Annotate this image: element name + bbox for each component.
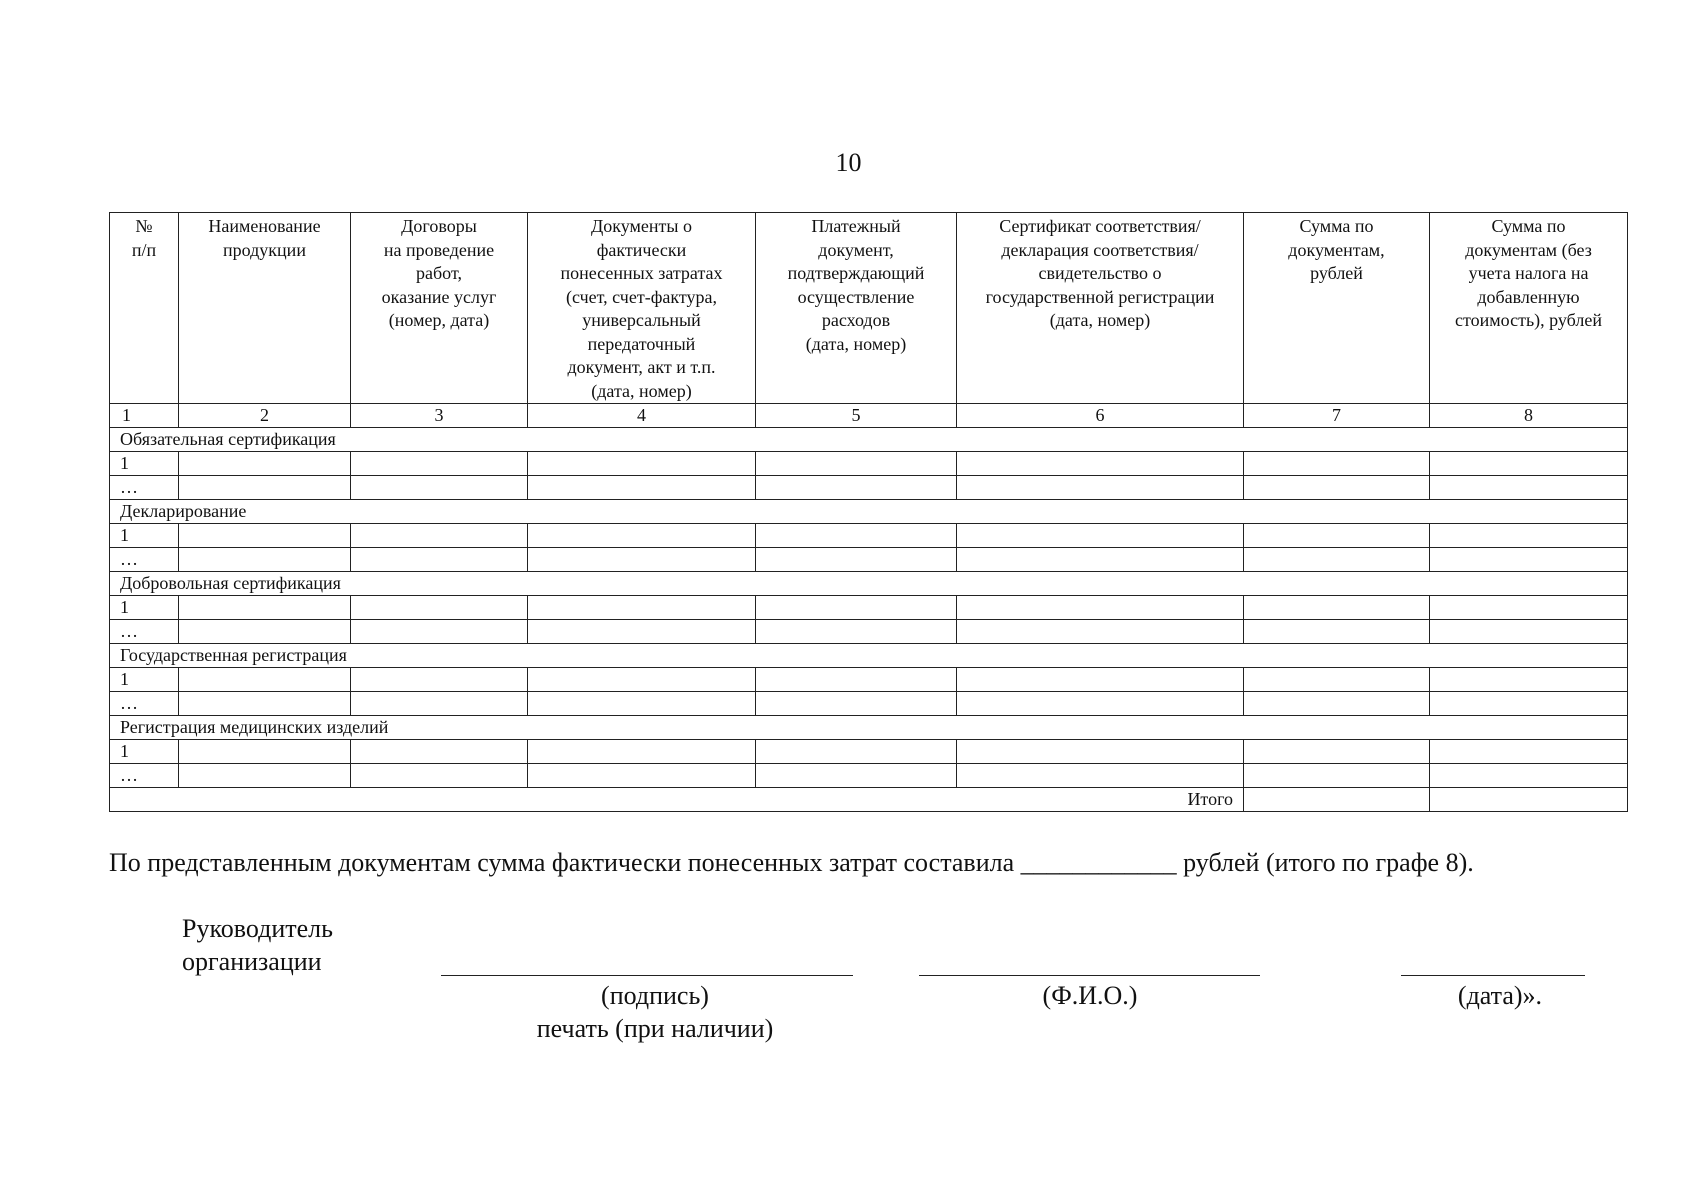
section-row bbox=[110, 644, 1628, 668]
table-cell bbox=[528, 620, 756, 644]
table-cell bbox=[351, 740, 528, 764]
column-header-line: Наименование bbox=[208, 216, 321, 236]
table-cell bbox=[179, 596, 351, 620]
table-cell bbox=[1244, 524, 1430, 548]
table-cell bbox=[351, 476, 528, 500]
total-cell-7 bbox=[1244, 788, 1430, 812]
page-number: 10 bbox=[835, 148, 862, 177]
table-row bbox=[110, 548, 1628, 572]
table-cell bbox=[179, 740, 351, 764]
table-cell bbox=[957, 692, 1244, 716]
table-cell bbox=[1244, 692, 1430, 716]
column-header-1 bbox=[110, 213, 179, 404]
row-number: 1 bbox=[110, 524, 179, 548]
table-cell bbox=[1430, 692, 1628, 716]
table-cell bbox=[756, 740, 957, 764]
table-cell bbox=[351, 548, 528, 572]
section-title: Декларирование bbox=[110, 500, 1628, 524]
table-cell bbox=[756, 476, 957, 500]
row-number: … bbox=[110, 476, 179, 500]
column-header-line: (счет, счет-фактура, bbox=[566, 286, 717, 307]
column-header-line: передаточный bbox=[587, 333, 696, 354]
table-cell bbox=[528, 548, 756, 572]
table-row bbox=[110, 668, 1628, 692]
column-header-line: (дата, номер) bbox=[1049, 310, 1151, 330]
table-cell bbox=[957, 452, 1244, 476]
column-header-line: № bbox=[135, 216, 153, 236]
table-cell bbox=[1244, 548, 1430, 572]
column-header-line: учета налога на bbox=[1468, 263, 1589, 283]
table-row bbox=[110, 524, 1628, 548]
name-line bbox=[919, 975, 1260, 976]
column-number-4: 4 bbox=[528, 404, 756, 428]
table-cell bbox=[1430, 524, 1628, 548]
summary-text-after: рублей (итого по графе 8). bbox=[1183, 848, 1474, 877]
signature-caption: (подпись) bbox=[601, 981, 709, 1010]
column-header-line: Платежный bbox=[811, 216, 901, 236]
table-cell bbox=[528, 764, 756, 788]
table-cell bbox=[957, 548, 1244, 572]
table-row bbox=[110, 596, 1628, 620]
column-header-line: п/п bbox=[131, 239, 157, 260]
column-number-6: 6 bbox=[957, 404, 1244, 428]
table-cell bbox=[351, 452, 528, 476]
table-cell bbox=[756, 620, 957, 644]
column-header-line: понесенных затратах bbox=[560, 263, 723, 283]
section-title: Регистрация медицинских изделий bbox=[110, 716, 1628, 740]
table-cell bbox=[351, 620, 528, 644]
table-row bbox=[110, 452, 1628, 476]
table-cell bbox=[528, 692, 756, 716]
column-header-line: государственной регистрации bbox=[985, 286, 1215, 307]
table-cell bbox=[179, 764, 351, 788]
column-header-line: Сертификат соответствия/ bbox=[999, 216, 1201, 236]
date-caption: (дата)». bbox=[1457, 981, 1543, 1010]
column-header-line: свидетельство о bbox=[1038, 263, 1162, 283]
column-number-2: 2 bbox=[179, 404, 351, 428]
header-row bbox=[110, 213, 1628, 404]
section-row bbox=[110, 428, 1628, 452]
column-header-2 bbox=[179, 213, 351, 404]
table-cell bbox=[351, 692, 528, 716]
column-header-line: Договоры bbox=[401, 216, 477, 236]
section-row bbox=[110, 716, 1628, 740]
row-number: 1 bbox=[110, 596, 179, 620]
signature-line bbox=[441, 975, 853, 976]
table-cell bbox=[756, 764, 957, 788]
column-header-6 bbox=[957, 213, 1244, 404]
table-cell bbox=[351, 764, 528, 788]
column-header-line: работ, bbox=[416, 263, 462, 283]
seal-caption: печать (при наличии) bbox=[536, 1014, 774, 1043]
column-number-1: 1 bbox=[110, 404, 179, 428]
column-number-5: 5 bbox=[756, 404, 957, 428]
signer-role-line1: Руководитель bbox=[182, 914, 333, 943]
table-cell bbox=[179, 548, 351, 572]
column-header-line: документам (без bbox=[1465, 239, 1592, 260]
table-cell bbox=[957, 596, 1244, 620]
table-cell bbox=[351, 668, 528, 692]
column-header-line: на проведение bbox=[383, 239, 495, 260]
column-header-line: Сумма по bbox=[1491, 216, 1566, 236]
section-title: Государственная регистрация bbox=[110, 644, 1628, 668]
total-label: Итого bbox=[110, 788, 1244, 812]
table-cell bbox=[957, 740, 1244, 764]
table-cell bbox=[179, 452, 351, 476]
column-header-line: документ, акт и т.п. bbox=[567, 357, 716, 377]
summary-text-before: По представленным документам сумма фактически понесенных затрат составила bbox=[109, 848, 1015, 877]
table-row bbox=[110, 740, 1628, 764]
table-cell bbox=[1430, 476, 1628, 500]
column-header-8 bbox=[1430, 213, 1628, 404]
column-header-line: стоимость), рублей bbox=[1455, 310, 1602, 330]
section-title: Обязательная сертификация bbox=[110, 428, 1628, 452]
summary-amount-blank: ____________ bbox=[1020, 848, 1177, 877]
column-header-line: декларация соответствия/ bbox=[1001, 239, 1199, 260]
total-cell-8 bbox=[1430, 788, 1628, 812]
column-numbers-row bbox=[110, 404, 1628, 428]
table-cell bbox=[957, 764, 1244, 788]
table-cell bbox=[1244, 620, 1430, 644]
summary-line bbox=[109, 848, 1474, 878]
table-row bbox=[110, 620, 1628, 644]
table-cell bbox=[1244, 764, 1430, 788]
table-cell bbox=[528, 596, 756, 620]
table-cell bbox=[1244, 476, 1430, 500]
table-cell bbox=[1244, 596, 1430, 620]
column-header-line: добавленную bbox=[1477, 286, 1580, 307]
table-cell bbox=[957, 476, 1244, 500]
table-cell bbox=[528, 452, 756, 476]
table-cell bbox=[1430, 668, 1628, 692]
column-number-7: 7 bbox=[1244, 404, 1430, 428]
table-cell bbox=[528, 668, 756, 692]
table-row bbox=[110, 476, 1628, 500]
total-row bbox=[110, 788, 1628, 812]
table-cell bbox=[1244, 740, 1430, 764]
column-header-7 bbox=[1244, 213, 1430, 404]
table-cell bbox=[179, 620, 351, 644]
table-cell bbox=[179, 524, 351, 548]
table-cell bbox=[756, 692, 957, 716]
column-header-line: подтверждающий bbox=[787, 263, 925, 283]
column-header-line: (номер, дата) bbox=[388, 310, 490, 330]
column-header-3 bbox=[351, 213, 528, 404]
row-number: 1 bbox=[110, 452, 179, 476]
column-header-line: оказание услуг bbox=[381, 286, 497, 307]
row-number: 1 bbox=[110, 740, 179, 764]
table-cell bbox=[351, 596, 528, 620]
row-number: … bbox=[110, 548, 179, 572]
row-number: … bbox=[110, 692, 179, 716]
table-cell bbox=[756, 452, 957, 476]
column-number-3: 3 bbox=[351, 404, 528, 428]
table-cell bbox=[957, 620, 1244, 644]
table-cell bbox=[528, 524, 756, 548]
column-header-line: (дата, номер) bbox=[805, 333, 907, 354]
table-cell bbox=[957, 524, 1244, 548]
column-header-line: (дата, номер) bbox=[591, 380, 692, 401]
table-cell bbox=[756, 548, 957, 572]
column-header-line: документам, bbox=[1288, 239, 1385, 260]
column-header-line: документ, bbox=[818, 239, 894, 260]
table-cell bbox=[179, 476, 351, 500]
table-cell bbox=[1430, 548, 1628, 572]
expenses-table bbox=[109, 212, 1628, 812]
table-cell bbox=[179, 668, 351, 692]
column-number-8: 8 bbox=[1430, 404, 1628, 428]
table-cell bbox=[1430, 452, 1628, 476]
date-line bbox=[1401, 975, 1585, 976]
row-number: … bbox=[110, 764, 179, 788]
table-cell bbox=[1430, 740, 1628, 764]
column-header-line: продукции bbox=[223, 239, 306, 260]
section-row bbox=[110, 500, 1628, 524]
table-cell bbox=[351, 524, 528, 548]
table-cell bbox=[179, 692, 351, 716]
column-header-line: осуществление bbox=[797, 286, 915, 307]
name-caption: (Ф.И.О.) bbox=[1042, 981, 1138, 1010]
signer-role bbox=[182, 912, 333, 978]
section-title: Добровольная сертификация bbox=[110, 572, 1628, 596]
table-cell bbox=[756, 524, 957, 548]
table-row bbox=[110, 692, 1628, 716]
column-header-line: рублей bbox=[1310, 263, 1363, 283]
table-cell bbox=[957, 668, 1244, 692]
table-row bbox=[110, 764, 1628, 788]
column-header-line: Сумма по bbox=[1299, 216, 1374, 236]
column-header-line: универсальный bbox=[582, 310, 701, 330]
column-header-line: Документы о bbox=[590, 216, 692, 236]
row-number: 1 bbox=[110, 668, 179, 692]
table-cell bbox=[528, 476, 756, 500]
table-cell bbox=[1244, 668, 1430, 692]
table-cell bbox=[756, 596, 957, 620]
table-cell bbox=[1430, 620, 1628, 644]
column-header-4 bbox=[528, 213, 756, 404]
column-header-5 bbox=[756, 213, 957, 404]
table-cell bbox=[1430, 764, 1628, 788]
table-cell bbox=[756, 668, 957, 692]
row-number: … bbox=[110, 620, 179, 644]
column-header-line: расходов bbox=[821, 310, 891, 330]
table-cell bbox=[1430, 596, 1628, 620]
signer-role-line2: организации bbox=[182, 947, 322, 976]
section-row bbox=[110, 572, 1628, 596]
table-cell bbox=[1244, 452, 1430, 476]
table-cell bbox=[528, 740, 756, 764]
column-header-line: фактически bbox=[596, 239, 687, 260]
